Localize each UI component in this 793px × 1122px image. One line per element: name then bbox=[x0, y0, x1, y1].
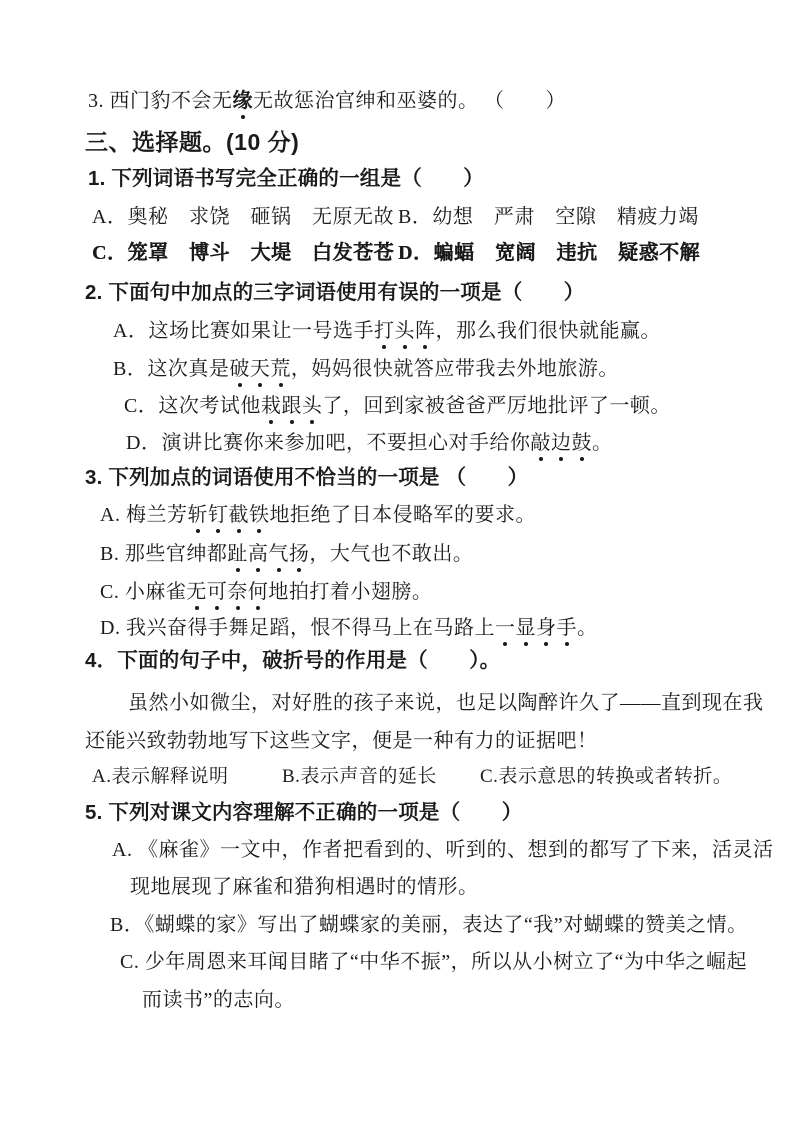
q4-passage-line-2: 还能兴致勃勃地写下这些文字，便是一种有力的证据吧！ bbox=[85, 730, 598, 752]
q5-option-c-line-2: 而读书”的志向。 bbox=[142, 989, 295, 1011]
emphasized-word: 破天荒 bbox=[229, 358, 291, 380]
q2-option-c bbox=[124, 393, 671, 419]
text-segment: C．这次考试他 bbox=[124, 395, 261, 417]
q2-option-a bbox=[113, 318, 661, 344]
q4-options-row bbox=[92, 765, 732, 790]
q5-stem: 5. 下列对课文内容理解不正确的一项是（ ） bbox=[85, 801, 523, 824]
q1-option-d: D．蝙蝠 宽阔 违抗 疑惑不解 bbox=[398, 242, 700, 264]
emphasized-word: 栽跟头 bbox=[260, 395, 323, 417]
q4-passage-line-1: 虽然小如微尘，对好胜的孩子来说，也足以陶醉许久了——直到现在我 bbox=[128, 692, 764, 714]
q3-option-c bbox=[100, 579, 432, 605]
text-segment: A．这场比赛如果让一号选手 bbox=[113, 320, 374, 342]
text-segment: ，那么我们很快就能赢。 bbox=[435, 320, 661, 342]
emphasized-word: 无可奈何 bbox=[186, 581, 269, 603]
q5-option-c-line-1: C. 少年周恩来耳闻目睹了“中华不振”，所以从小树立了“为中华之崛起 bbox=[120, 951, 747, 973]
section-title: 三、选择题。(10 分) bbox=[85, 129, 300, 155]
q2-option-d bbox=[126, 430, 612, 456]
q4-option-c: C.表示意思的转换或者转折。 bbox=[480, 766, 733, 787]
text-segment: A. 梅兰芳 bbox=[100, 504, 188, 526]
emphasized-word: 敲边鼓 bbox=[530, 432, 592, 454]
q3-stem: 3. 下列加点的词语使用不恰当的一项是 （ ） bbox=[85, 466, 529, 489]
q2-stem: 2. 下面句中加点的三字词语使用有误的一项是（ ） bbox=[85, 281, 585, 304]
text-segment: B．这次真是 bbox=[113, 358, 230, 380]
text-segment: D．演讲比赛你来参加吧，不要担心对手给你 bbox=[126, 432, 531, 454]
emphasized-word: 缘 bbox=[232, 90, 253, 112]
q1-option-a: A．奥秘 求饶 砸锅 无原无故 bbox=[92, 206, 394, 228]
q3-option-d bbox=[100, 615, 597, 641]
text-segment: 地拍打着小翅膀。 bbox=[268, 581, 433, 603]
q1-stem: 1. 下列词语书写完全正确的一组是（ ） bbox=[88, 167, 484, 190]
text-segment: 地拒绝了日本侵略军的要求。 bbox=[269, 504, 536, 526]
q3-option-a bbox=[100, 502, 536, 528]
emphasized-word: 斩钉截铁 bbox=[187, 504, 270, 526]
text-segment: C. 小麻雀 bbox=[100, 581, 187, 603]
q4-stem: 4．下面的句子中，破折号的作用是（ ）。 bbox=[85, 649, 501, 672]
text-segment: B. 那些官绅都 bbox=[100, 543, 228, 565]
emphasized-word: 一显身手 bbox=[494, 617, 577, 639]
q5-option-a-line-1: A. 《麻雀》一文中，作者把看到的、听到的、想到的都写了下来，活灵活 bbox=[112, 839, 774, 861]
q5-option-b: B．《蝴蝶的家》写出了蝴蝶家的美丽，表达了“我”对蝴蝶的赞美之情。 bbox=[110, 914, 748, 936]
text-segment: D. 我兴奋得手舞足蹈，恨不得马上在马路上 bbox=[100, 617, 495, 639]
text-segment: ，大气也不敢出。 bbox=[309, 543, 474, 565]
q1-options-row-1 bbox=[92, 204, 699, 230]
text-segment: ，妈妈很快就答应带我去外地旅游。 bbox=[290, 358, 619, 380]
emphasized-word: 趾高气扬 bbox=[227, 543, 310, 565]
q4-option-a: A.表示解释说明 bbox=[92, 766, 229, 787]
text-segment: 无故惩治官绅和巫婆的。 （ ） bbox=[253, 90, 566, 112]
text-segment: 3. 西门豹不会无 bbox=[88, 90, 233, 112]
q1-option-c: C．笼罩 博斗 大堤 白发苍苍 bbox=[92, 242, 394, 264]
text-segment: 。 bbox=[576, 617, 598, 639]
text-segment: 了，回到家被爸爸严厉地批评了一顿。 bbox=[322, 395, 671, 417]
q1-option-b: B．幼想 严肃 空隙 精疲力竭 bbox=[398, 206, 699, 228]
q2-option-b bbox=[113, 356, 619, 382]
q5-option-a-line-2: 现地展现了麻雀和猎狗相遇时的情形。 bbox=[130, 876, 479, 898]
judgment-item-3 bbox=[88, 88, 566, 114]
emphasized-word: 打头阵 bbox=[373, 320, 436, 342]
text-segment: 。 bbox=[591, 432, 613, 454]
q3-option-b bbox=[100, 541, 473, 567]
q1-options-row-2 bbox=[92, 240, 700, 266]
q4-option-b: B.表示声音的延长 bbox=[282, 766, 437, 787]
